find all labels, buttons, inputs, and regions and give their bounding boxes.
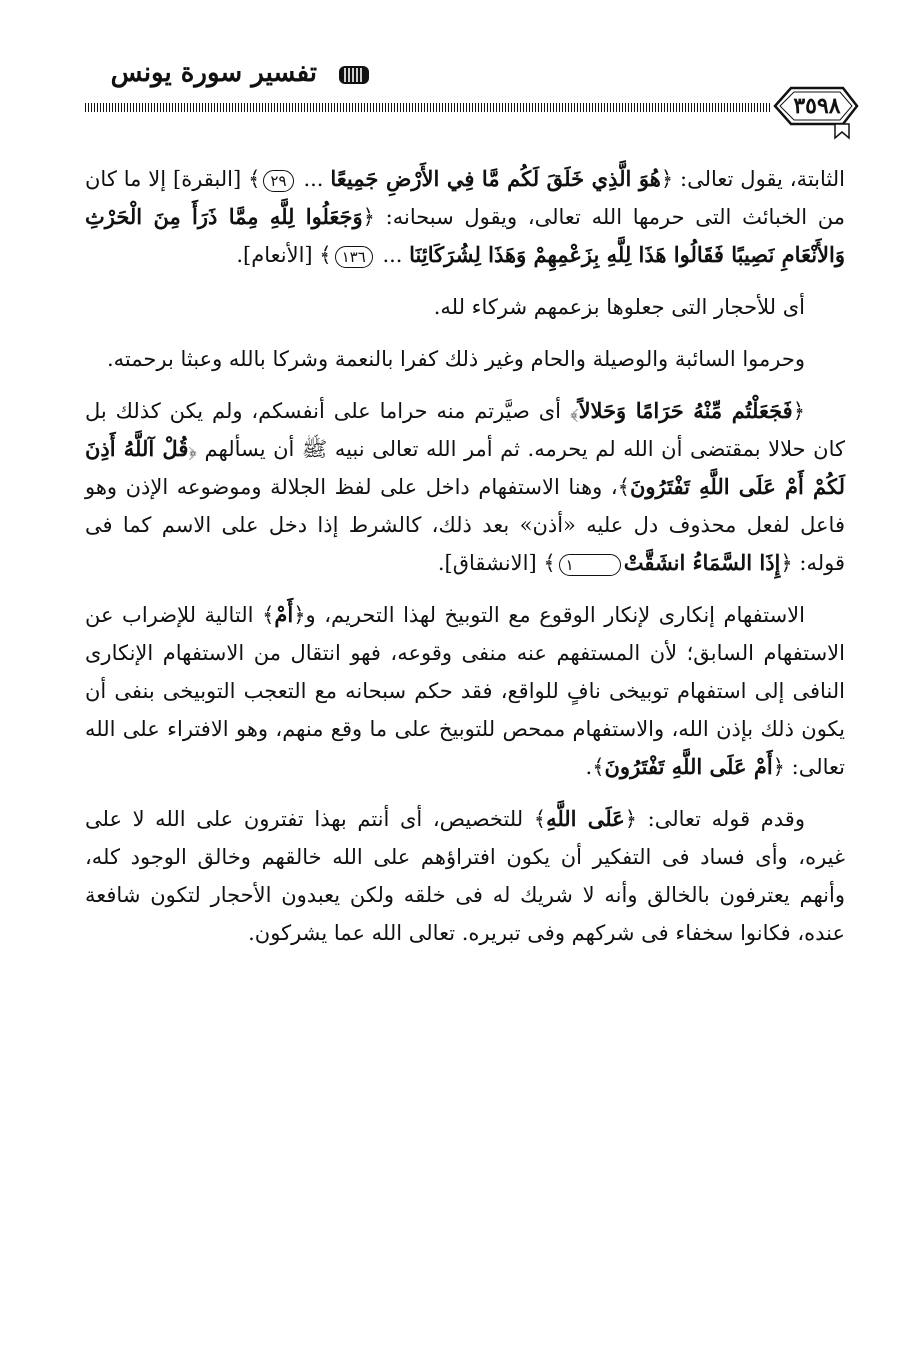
quran-verse: هُوَ الَّذِي خَلَقَ لَكُم مَّا فِي الأَرْضِ جَمِيعًا <box>330 166 661 191</box>
quran-bracket: ﴿ <box>188 437 197 461</box>
quran-bracket: ﴿ <box>624 807 638 831</box>
body-text: [الانشقاق]. <box>437 551 544 575</box>
quran-bracket: ﴾ <box>543 551 556 575</box>
header-rule <box>85 103 770 112</box>
paragraph-p4 <box>85 392 845 582</box>
paragraph-p1 <box>85 160 845 274</box>
verse-number-badge: ١٣٦ <box>335 246 373 268</box>
quran-bracket: ﴾ <box>319 243 332 267</box>
quran-bracket: ﴾ <box>617 475 630 499</box>
body-text: [الأنعام]. <box>236 243 320 267</box>
quran-verse: وَجَعَلُوا لِلَّهِ مِمَّا ذَرَأَ مِنَ الْحَرْثِ وَالأَنْعَامِ نَصِيبًا فَقَالُوا هَذَا لِلَّهِ بِزَعْمِهِمْ وَهَذَا لِشُرَكَائِنَا <box>85 204 845 267</box>
quran-bracket: ﴿ <box>792 399 805 423</box>
body-text: التالية للإضراب عن الاستفهام السابق؛ لأن المستفهم عنه منفى وقوعه، فهو انتقال من الاستفهام الإنكارى النافى إلى استفهام توبيخى نافٍ للواقع، فقد حكم سبحانه مع التعجب التوبيخى بنفى أن يكون ذلك بإذن الله، والاستفهام ممحص للتوبيخ على ما وقع منهم، وهو الافتراء على الله تعالى: <box>85 603 845 779</box>
quran-bracket: ﴾ <box>569 399 579 423</box>
paragraph-p6 <box>85 800 845 952</box>
quran-bracket: ﴿ <box>362 205 375 229</box>
quran-bracket: ﴾ <box>248 167 261 191</box>
body-text: [البقرة] إلا ما كان من الخبائث التى حرمها الله تعالى، ويقول سبحانه: <box>85 167 845 229</box>
paragraph-p5 <box>85 596 845 786</box>
body-text: للتخصيص، أى أنتم بهذا تفترون على الله لا على غيره، وأى فساد فى التفكير أن يكون افتراؤهم على الله خالقهم وخالق الوجود كله، وأنهم يعترفون بالخالق وأنه لا شريك له فى خلقه ولكن يعبدون الأحجار لتكون شافعة عنده، فكانوا سخفاء فى شركهم وفى تبريره. تعالى الله عما يشركون. <box>85 807 845 945</box>
body-text: . <box>585 755 593 779</box>
body-text: وقدم قوله تعالى: <box>637 807 805 831</box>
body-text: ... <box>375 243 410 267</box>
page-body <box>85 160 845 966</box>
quran-bracket: ﴾ <box>592 755 605 779</box>
quran-bracket: ﴿ <box>660 167 674 191</box>
body-text: الثابتة، يقول تعالى: <box>673 167 845 191</box>
quran-bracket: ﴾ <box>533 807 547 831</box>
quran-bracket: ﴿ <box>772 755 785 779</box>
verse-number-badge: ٢٩ <box>263 170 293 192</box>
quran-verse: فَجَعَلْتُم مِّنْهُ حَرَامًا وَحَلالاً <box>578 398 793 423</box>
body-text: ... <box>296 167 331 191</box>
body-text: أى صيَّرتم منه حراما على أنفسكم، ولم يكن كذلك بل كان حلالا بمقتضى أن الله لم يحرمه. ثم أمر الله تعالى نبيه ﷺ أن يسألهم <box>85 399 845 461</box>
quran-bracket: ﴿ <box>293 603 306 627</box>
quran-verse: عَلَى اللَّهِ <box>546 806 625 831</box>
running-header-title: تفسير سورة يونس <box>110 58 317 88</box>
verse-number-badge: ١ <box>559 554 621 576</box>
paragraph-p3 <box>85 340 845 378</box>
quran-bracket: ﴿ <box>780 551 793 575</box>
page-number: ٣٥٩٨ <box>793 93 841 119</box>
quran-verse: أَمْ <box>274 602 294 627</box>
body-text: أى للأحجار التى جعلوها بزعمهم شركاء لله. <box>433 295 805 319</box>
quran-verse: أَمْ عَلَى اللَّهِ تَفْتَرُونَ <box>604 754 773 779</box>
paragraph-p2 <box>85 288 845 326</box>
page-number-badge <box>773 80 859 142</box>
header-ornament-icon <box>336 60 372 90</box>
quran-verse: قُلْ آللَّهُ أَذِنَ لَكُمْ أَمْ عَلَى اللَّهِ تَفْتَرُونَ <box>85 436 845 499</box>
body-text: ، وهنا الاستفهام داخل على لفظ الجلالة وموضوعه الإذن وهو فاعل لفعل محذوف دل عليه «أذن» بعد ذلك، كالشرط إذا دخل على الاسم كما فى قوله: <box>85 475 845 575</box>
body-text: الاستفهام إنكارى لإنكار الوقوع مع التوبيخ لهذا التحريم، و <box>305 603 805 627</box>
quran-bracket: ﴾ <box>262 603 275 627</box>
quran-verse: إِذَا السَّمَاءُ انشَقَّتْ <box>623 550 781 575</box>
body-text: وحرموا السائبة والوصيلة والحام وغير ذلك كفرا بالنعمة وشركا بالله وعبثا برحمته. <box>107 347 805 371</box>
